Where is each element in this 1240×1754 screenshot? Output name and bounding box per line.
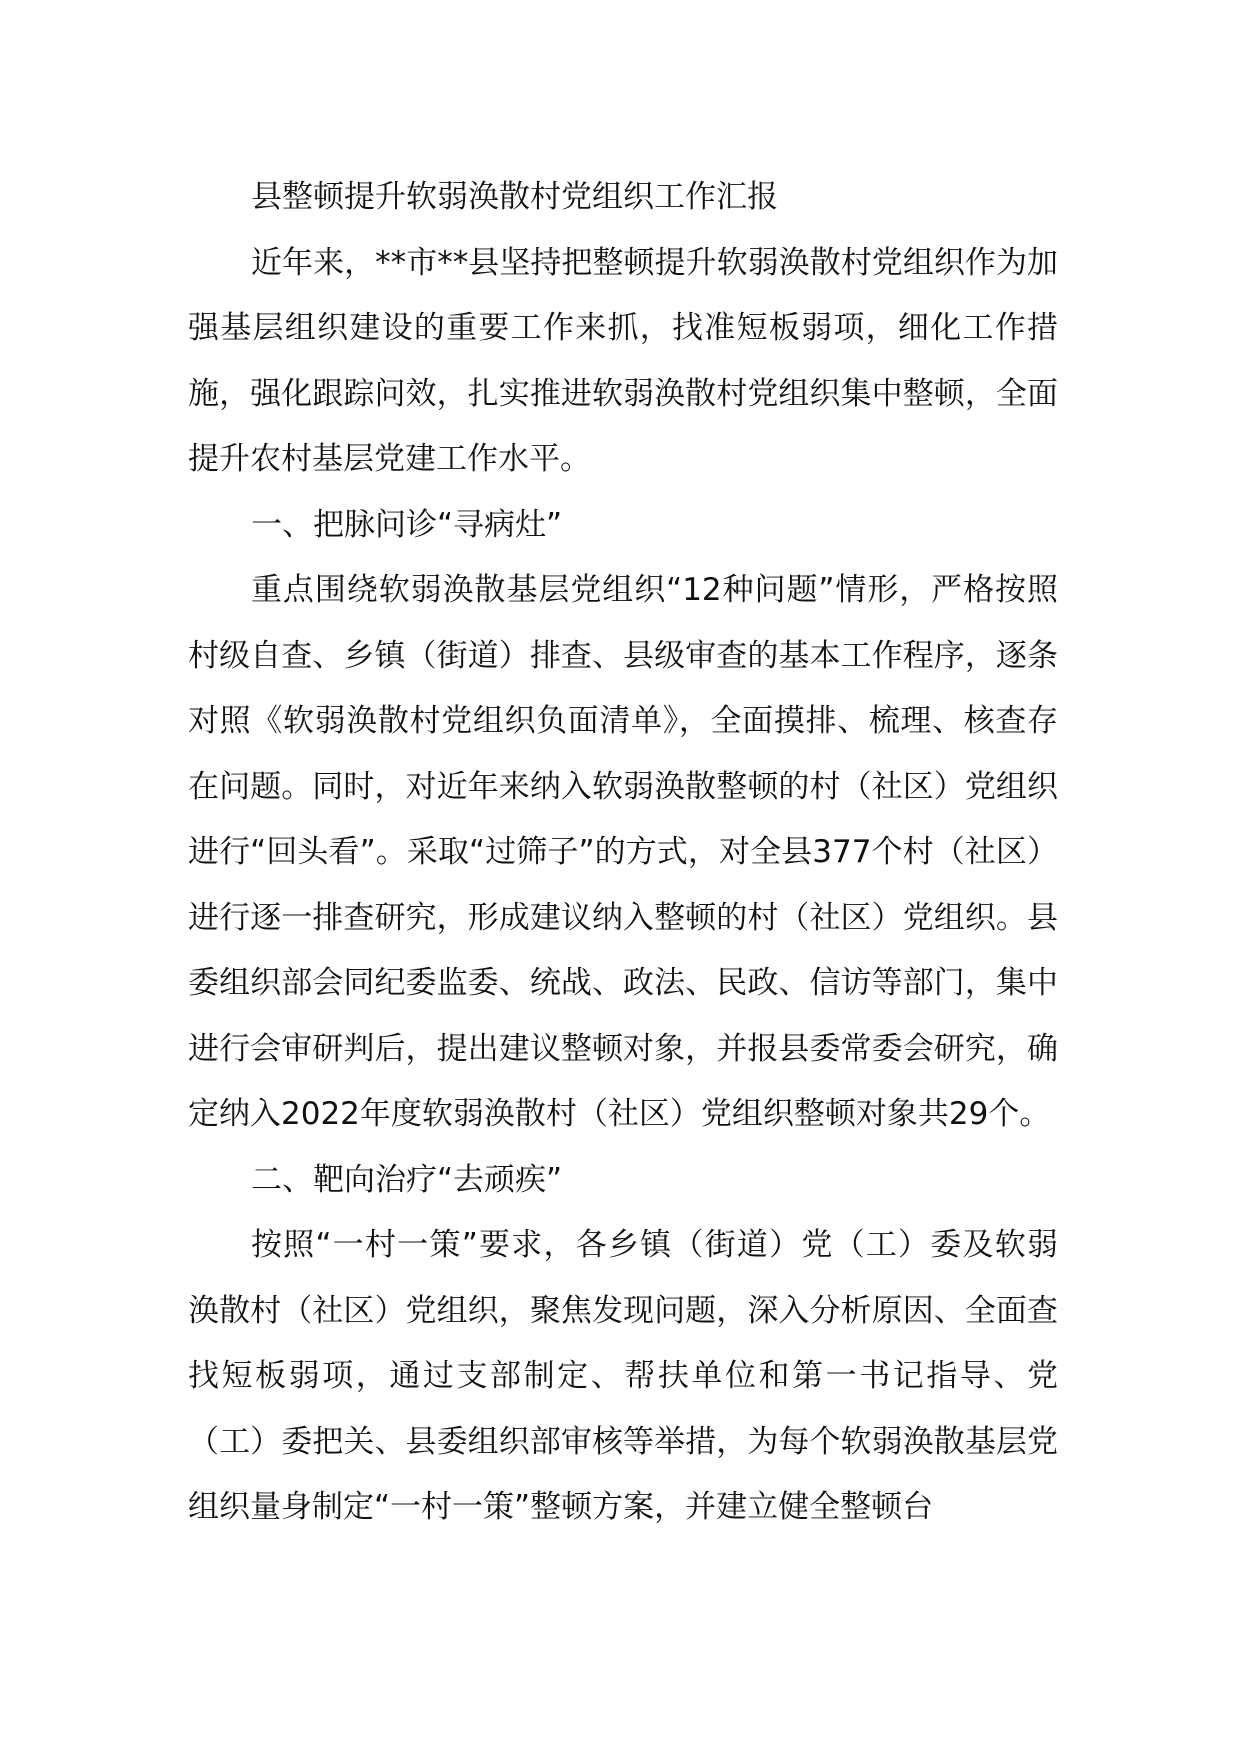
section-1-paragraph: 重点围绕软弱涣散基层党组织“12种问题”情形，严格按照村级自查、乡镇（街道）排查、县级审查的基本工作程序，逐条对照《软弱涣散村党组织负面清单》，全面摸排、梳理、核查存在问题。同时，对近年来纳入软弱涣散整顿的村（社区）党组织进行“回头看”。采取“过筛子”的方式，对全县377个村（社区）进行逐一排查研究，形成建议纳入整顿的村（社区）党组织。县委组织部会同纪委监委、统战、政法、民政、信访等部门，集中进行会审研判后，提出建议整顿对象，并报县委常委会研究，确定纳入2022年度软弱涣散村（社区）党组织整顿对象共29个。 (188, 572, 1058, 1132)
section-2-heading: 二、靶向治疗“去顽疾” (251, 1161, 563, 1198)
intro-paragraph: 近年来，**市**县坚持把整顿提升软弱涣散村党组织作为加强基层组织建设的重要工作来抓，找准短板弱项，细化工作措施，强化跟踪问效，扎实推进软弱涣散村党组织集中整顿，全面提升农村基层党建工作水平。 (188, 244, 1058, 477)
section-2-paragraph: 按照“一村一策”要求，各乡镇（街道）党（工）委及软弱涣散村（社区）党组织，聚焦发现问题，深入分析原因、全面查找短板弱项，通过支部制定、帮扶单位和第一书记指导、党（工）委把关、县委组织部审核等举措，为每个软弱涣散基层党组织量身制定“一村一策”整顿方案，并建立健全整顿台 (188, 1227, 1058, 1525)
document-body (188, 165, 1058, 1541)
section-1-heading: 一、把脉问诊“寻病灶” (251, 506, 563, 543)
document-title: 县整顿提升软弱涣散村党组织工作汇报 (251, 179, 778, 215)
